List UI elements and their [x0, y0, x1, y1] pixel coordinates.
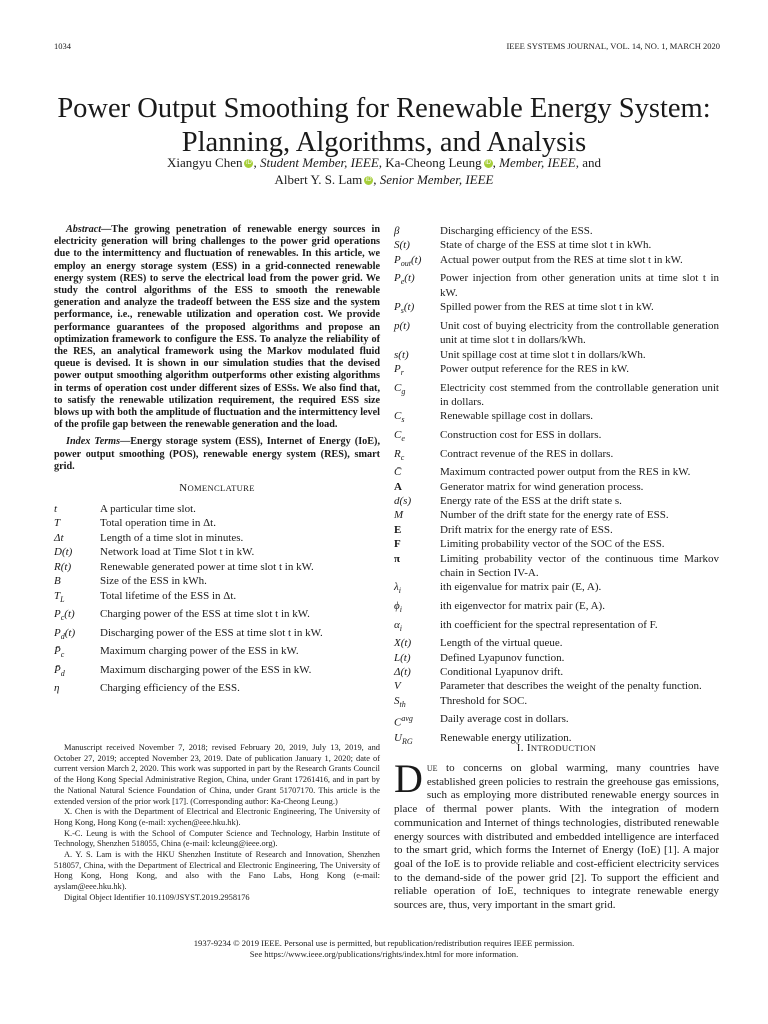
nomenclature-definition: Total lifetime of the ESS in Δt.	[100, 589, 237, 602]
footnote: X. Chen is with the Department of Electrical and Electronic Engineering, The University of Hong Kong, Hong Kong (e-mail: xychen@eee.hku.hk).	[54, 807, 380, 827]
abstract-label: Abstract	[66, 224, 102, 235]
nomenclature-symbol: $C_e$	[394, 429, 405, 444]
nomenclature-row	[394, 523, 719, 537]
nomenclature-definition: Network load at Time Slot t in kW.	[100, 546, 255, 559]
nomenclature-definition: Renewable generated power at time slot t in kW.	[100, 560, 314, 573]
nomenclature-definition: Unit spillage cost at time slot t in dollars/kWh.	[440, 348, 646, 361]
nomenclature-row	[394, 319, 719, 348]
nomenclature-symbol: β	[394, 225, 400, 237]
index-terms-label: Index Terms	[66, 436, 121, 448]
author-name: Xiangyu Chen	[167, 155, 243, 170]
lead-caps: ue	[426, 762, 438, 774]
nomenclature-symbol: $S_{th}$	[394, 694, 406, 710]
nomenclature-row	[394, 409, 719, 428]
nomenclature-definition: Parameter that describes the weight of the penalty function.	[440, 680, 702, 693]
nomenclature-row	[394, 580, 719, 599]
nomenclature-symbol: $\alpha_i$	[394, 618, 403, 633]
nomenclature-definition: Limiting probability vector of the SOC of the ESS.	[440, 538, 665, 551]
footnotes	[54, 743, 380, 904]
index-terms-text: Energy storage system (ESS), Internet of Energy (IoE), power output smoothing (POS), renewable energy system (RES), smart grid.	[54, 436, 380, 472]
nomenclature-definition: Drift matrix for the energy rate of ESS.	[440, 523, 613, 536]
nomenclature-row	[394, 636, 719, 650]
nomenclature-symbol: A	[394, 480, 402, 493]
nomenclature-symbol: T	[54, 517, 61, 530]
nomenclature-definition: Charging efficiency of the ESS.	[100, 682, 240, 695]
nomenclature-definition: Charging power of the ESS at time slot t in kW.	[100, 608, 310, 621]
nomenclature-definition: Total operation time in Δt.	[100, 517, 216, 530]
nomenclature-row	[394, 494, 719, 508]
nomenclature-row	[394, 537, 719, 551]
nomenclature-symbol: $P_c(t)$	[54, 608, 75, 623]
nomenclature-row	[54, 545, 380, 559]
orcid-icon[interactable]: iD	[246, 160, 252, 166]
author-name: Ka-Cheong Leung	[385, 155, 482, 170]
nomenclature-row	[394, 238, 719, 252]
author-conjunction: , and	[575, 155, 601, 170]
nomenclature-symbol: $T_L$	[54, 589, 65, 604]
nomenclature-symbol: d(s)	[394, 495, 412, 508]
nomenclature-definition: Actual power output from the RES at time slot t in kW.	[440, 253, 683, 266]
nomenclature-definition: Power output reference for the RES in kW.	[440, 363, 629, 376]
nomenclature-list-right	[394, 224, 719, 749]
nomenclature-definition: Generator matrix for wind generation process.	[440, 480, 644, 493]
nomenclature-definition: Length of a time slot in minutes.	[100, 531, 244, 544]
nomenclature-symbol: $P_{out}(t)$	[394, 253, 422, 268]
nomenclature-symbol: B	[54, 575, 61, 588]
nomenclature-row	[394, 651, 719, 665]
nomenclature-definition: ith eigenvector for matrix pair (E, A).	[440, 600, 605, 613]
author-role: Member, IEEE	[499, 155, 576, 170]
nomenclature-definition: Number of the drift state for the energy rate of ESS.	[440, 509, 669, 522]
nomenclature-symbol: $P_d(t)$	[54, 626, 76, 641]
nomenclature-symbol: π	[394, 552, 401, 565]
footnote: Digital Object Identifier 10.1109/JSYST.2019.2958176	[64, 892, 250, 902]
copyright-line: 1937-9234 © 2019 IEEE. Personal use is permitted, but republication/redistribution requires IEEE permission.	[193, 938, 575, 948]
nomenclature-definition: State of charge of the ESS at time slot t in kWh.	[440, 239, 652, 252]
nomenclature-heading: NOMENCLATURE	[179, 482, 255, 495]
nomenclature-row	[394, 381, 719, 410]
nomenclature-row	[394, 224, 719, 238]
nomenclature-symbol: F	[394, 538, 401, 551]
nomenclature-row	[54, 681, 380, 695]
footnote: K.-C. Leung is with the School of Computer Science and Technology, Harbin Institute of Technology, Shenzhen 518055, China (e-mail: kcleung@ieee.org).	[54, 828, 380, 849]
nomenclature-row	[54, 663, 380, 682]
nomenclature-row	[54, 607, 380, 626]
nomenclature-row	[394, 552, 719, 581]
journal-header: IEEE SYSTEMS JOURNAL, VOL. 14, NO. 1, MARCH 2020	[506, 41, 720, 51]
nomenclature-row	[394, 362, 719, 381]
paper-title: Power Output Smoothing for Renewable Energy System: Planning, Algorithms, and Analysis	[57, 93, 711, 159]
nomenclature-symbol: $P̄_d$	[54, 663, 65, 679]
nomenclature-symbol: $R_c$	[394, 447, 405, 462]
nomenclature-definition: Length of the virtual queue.	[440, 637, 563, 650]
introduction-text: to concerns on global warming, many countries have established green policies to restrain the greehouse gas emissions, such as employing more distributed renewable energy sources in place of thermal power plants. With the integration of modern communication and Internet of things technologies, distributed renewable energy sources with distributed and embedded intelligence are interfaced to the smart grid, which forms the Internet of Energy (IoE) [1]. A major goal of the IoE is to provide reliable and cost-efficient electricity services to the demand-side of the power grid [2]. To support the efficient and reliable operation of IoE, techniques to integrate renewable energy sources are, thus, very important in the smart grid.	[394, 762, 719, 912]
nomenclature-row	[394, 712, 719, 730]
author-name: Albert Y. S. Lam	[274, 172, 363, 187]
nomenclature-definition: Renewable energy utilization.	[440, 731, 572, 744]
nomenclature-definition: Threshold for SOC.	[440, 694, 528, 707]
nomenclature-symbol: E	[394, 523, 402, 536]
nomenclature-definition: Electricity cost stemmed from the controllable generation unit in dollars.	[440, 381, 719, 409]
introduction-paragraph	[394, 756, 719, 913]
nomenclature-definition: Construction cost for ESS in dollars.	[440, 429, 602, 442]
nomenclature-definition: Contract revenue of the RES in dollars.	[440, 447, 614, 460]
right-column	[394, 224, 719, 749]
nomenclature-row	[394, 618, 719, 637]
footnote: Manuscript received November 7, 2018; revised February 20, 2019, July 13, 2019, and October 27, 2019; accepted November 23, 2019. Date of publication January 1, 2020; date of current version March 2, 2020. This work was supported in part by the Research Grants Council of the Hong Kong Special Administrative Region, China, under Grant 17261416, and in part by the National Natural Science Foundation of China, under Grant 51707170. This article is the extended version of the prior work [17]. (Corresponding author: Ka-Cheong Leung.)	[54, 743, 380, 806]
nomenclature-row	[394, 253, 719, 272]
nomenclature-symbol: $P_r$	[394, 363, 404, 378]
nomenclature-symbol: $\phi_i$	[394, 600, 402, 615]
nomenclature-symbol: p(t)	[394, 319, 410, 332]
nomenclature-definition: ith eigenvalue for matrix pair (E, A).	[440, 581, 602, 594]
nomenclature-symbol: X(t)	[394, 637, 412, 650]
nomenclature-definition: Daily average cost in dollars.	[440, 713, 569, 726]
nomenclature-row	[394, 447, 719, 466]
nomenclature-row	[54, 589, 380, 608]
nomenclature-symbol: $C_g$	[394, 381, 406, 396]
nomenclature-row	[394, 348, 719, 362]
nomenclature-symbol: V	[394, 680, 401, 693]
nomenclature-row	[394, 271, 719, 300]
nomenclature-definition: Power injection from other generation units at time slot t in kW.	[440, 272, 719, 299]
nomenclature-symbol: s(t)	[394, 348, 409, 361]
nomenclature-row	[54, 626, 380, 645]
left-column	[54, 224, 380, 696]
orcid-icon[interactable]: iD	[485, 160, 491, 166]
nomenclature-list-left	[54, 502, 380, 696]
rights-link[interactable]: See https://www.ieee.org/publications/rights/index.html for more information.	[249, 949, 519, 959]
nomenclature-definition: Maximum contracted power output from the RES in kW.	[440, 466, 691, 479]
nomenclature-definition: Maximum charging power of the ESS in kW.	[100, 645, 299, 658]
nomenclature-definition: Size of the ESS in kWh.	[100, 575, 207, 588]
nomenclature-symbol: D(t)	[54, 546, 73, 559]
nomenclature-row	[54, 574, 380, 588]
nomenclature-symbol: Δt	[54, 531, 64, 544]
nomenclature-symbol: $C^{avg}$	[394, 714, 413, 730]
abstract: Abstract—The growing penetration of renewable energy sources in electricity generation will bring challenges to the power grid operations due to the intermittency and fluctuation of renewables. In this article, we employ an energy storage system (ESS) in a grid-connected renewable energy system (RES) to serve the electrical load from the power grid. We study the control algorithms of the ESS to smooth the renewable generation and analyze the tradeoff between the ESS size and the system performance, i.e., renewable utilization and operation cost. We provide performance guarantees of the proposed algorithms and propose an optimization framework to configure the ESS. To analyze the reliability of the RES, an analytical framework using the Markov modulated fluid queue is devised. It is shown in our simulation studies that the devised power output smoothing algorithm outperforms other existing algorithms in terms of operation cost under different sizes of ESSs. We also find that, to satisfy the renewable utilization requirement, the required ESS size blows up with both the amplitude of fluctuation and the intermittency level of the profile gap between the renewable generation and the load.	[54, 224, 380, 431]
nomenclature-row	[394, 300, 719, 319]
nomenclature-symbol: R(t)	[54, 560, 72, 573]
nomenclature-row	[54, 560, 380, 574]
footnote: A. Y. S. Lam is with the HKU Shenzhen Institute of Research and Innovation, Shenzhen 518057, China, with the Department of Electrical and Electronic Engineering, The University of Hong Kong, Hong Kong, and also with the Fano Labs, Hong Kong (e-mail: ayslam@eee.hku.hk).	[54, 850, 380, 892]
drop-cap: D	[394, 756, 423, 801]
nomenclature-definition: Discharging power of the ESS at time slot t in kW.	[100, 626, 323, 639]
nomenclature-definition: Defined Lyapunov function.	[440, 651, 565, 664]
nomenclature-row	[394, 679, 719, 693]
nomenclature-row	[394, 428, 719, 447]
nomenclature-row	[394, 508, 719, 522]
nomenclature-symbol: $P_e(t)$	[394, 272, 415, 287]
nomenclature-definition: Spilled power from the RES at time slot t in kW.	[440, 301, 654, 314]
nomenclature-symbol: $U_{RG}$	[394, 731, 413, 746]
author-list: Xiangyu Chen iD , Student Member, IEEE, Ka-Cheong Leung iD , Member, IEEE, and Albert Y. S. Lam iD , Senior Member, IEEE	[167, 155, 601, 187]
nomenclature-symbol: C̄	[394, 466, 402, 479]
nomenclature-row	[54, 516, 380, 530]
author-role: Senior Member, IEEE	[379, 172, 494, 187]
nomenclature-symbol: η	[54, 682, 60, 695]
nomenclature-definition: Renewable spillage cost in dollars.	[440, 410, 594, 423]
nomenclature-row	[54, 644, 380, 663]
nomenclature-definition: Discharging efficiency of the ESS.	[440, 225, 593, 237]
nomenclature-definition: Maximum discharging power of the ESS in kW.	[100, 663, 312, 676]
nomenclature-definition: ith coefficient for the spectral representation of F.	[440, 618, 658, 631]
nomenclature-row	[394, 465, 719, 479]
abstract-text: The growing penetration of renewable energy sources in electricity generation will bring challenges to the power grid operations due to the intermittency and fluctuation of renewables. In this article, we employ an energy storage system (ESS) in a grid-connected renewable energy system (RES) to serve the electrical load from the power grid. We study the control algorithms of the ESS to smooth the renewable generation and analyze the tradeoff between the ESS size and the system performance, i.e., renewable utilization and operation cost. We provide performance guarantees of the proposed algorithms and propose an optimization framework to configure the ESS. To analyze the reliability of the RES, an analytical framework using the Markov modulated fluid queue is devised. It is shown in our simulation studies that the devised power output smoothing algorithm outperforms other existing algorithms in terms of operation cost under different sizes of ESSs. We also find that, to satisfy the renewable utilization requirement, the required ESS size blows up with both the amplitude of fluctuation and the intermittency level of the profile gap between the renewable generation and the load.	[54, 224, 380, 431]
nomenclature-row	[394, 599, 719, 618]
nomenclature-definition: Conditional Lyapunov drift.	[440, 666, 564, 679]
nomenclature-symbol: t	[54, 503, 58, 516]
author-role: Student Member, IEEE	[259, 155, 379, 170]
orcid-icon[interactable]: iD	[365, 177, 372, 183]
nomenclature-definition: Energy rate of the ESS at the drift state s.	[440, 495, 622, 508]
nomenclature-symbol: $P̄_c$	[54, 645, 65, 660]
nomenclature-row	[54, 531, 380, 545]
nomenclature-row	[394, 480, 719, 494]
nomenclature-row	[54, 502, 380, 516]
nomenclature-symbol: M	[394, 509, 404, 522]
nomenclature-row	[394, 694, 719, 713]
nomenclature-definition: A particular time slot.	[100, 503, 196, 516]
nomenclature-definition: Unit cost of buying electricity from the controllable generation unit at time slot t in dollars/kWh.	[440, 319, 719, 347]
nomenclature-symbol: Δ(t)	[394, 666, 411, 679]
introduction-heading: I. INTRODUCTION	[516, 742, 597, 754]
nomenclature-symbol: $\lambda_i$	[394, 581, 401, 596]
page-number: 1034	[54, 41, 71, 51]
nomenclature-row	[394, 665, 719, 679]
nomenclature-symbol: S(t)	[394, 239, 410, 252]
nomenclature-symbol: L(t)	[394, 651, 411, 664]
nomenclature-symbol: $P_s(t)$	[394, 301, 415, 316]
index-terms: Index Terms—Energy storage system (ESS), Internet of Energy (IoE), power output smoothing (POS), renewable energy system (RES), smart grid.	[54, 436, 380, 472]
nomenclature-symbol: $C_s$	[394, 410, 405, 425]
nomenclature-definition: Limiting probability vector of the continuous time Markov chain in Section IV-A.	[440, 552, 719, 580]
copyright-notice	[40, 938, 728, 960]
